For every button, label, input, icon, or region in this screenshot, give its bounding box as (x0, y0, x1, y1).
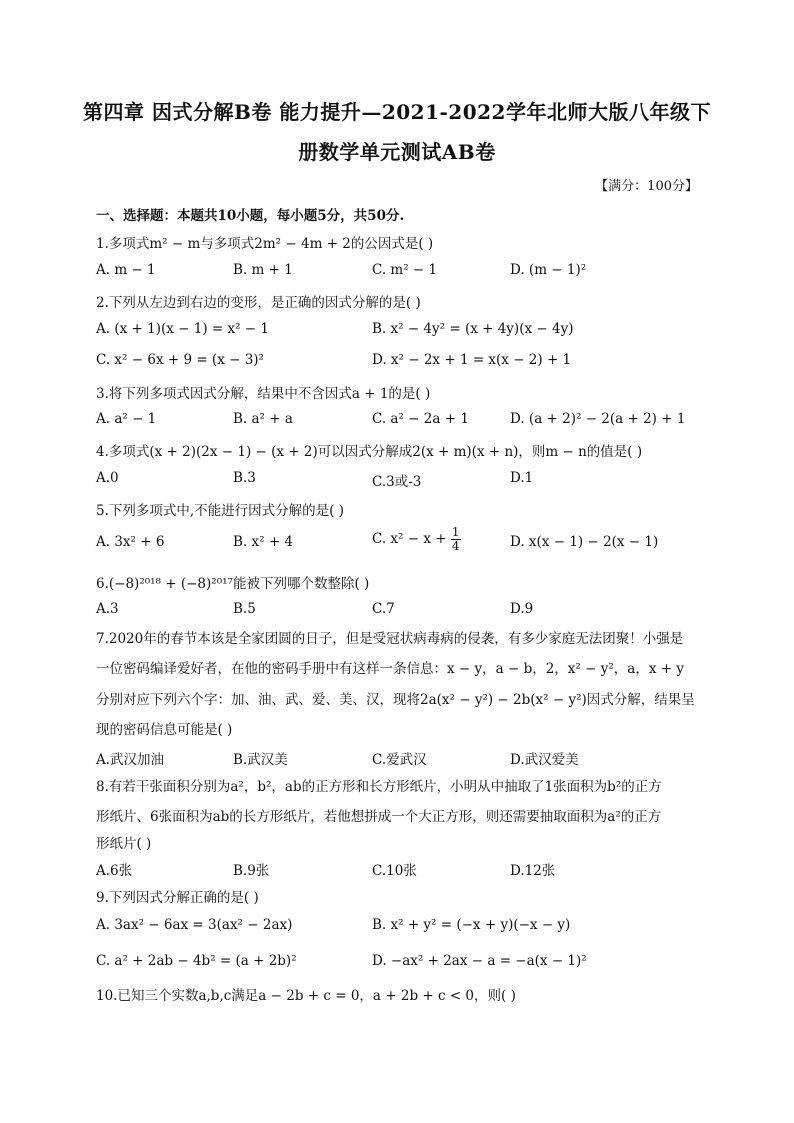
question-9-option-b: B. x² + y² = (−x + y)(−x − y) (372, 917, 571, 933)
question-4-option-c: C.3或-3 (372, 474, 422, 490)
document-title-line-2: 册数学单元测试AB卷 (298, 140, 496, 164)
question-9-option-c: C. a² + 2ab − 4b² = (a + 2b)² (96, 953, 297, 969)
question-5-option-a: A. 3x² + 6 (96, 534, 165, 550)
question-7-option-d: D.武汉爱美 (510, 752, 579, 768)
fraction-numerator: 1 (451, 525, 460, 539)
question-10-stem: 10.已知三个实数a,b,c满足a − 2b + c = 0，a + 2b + c < 0，则( ) (96, 988, 516, 1004)
one-quarter-fraction (451, 526, 461, 553)
question-3-option-b: B. a² + a (233, 411, 293, 427)
question-7-option-b: B.武汉美 (233, 752, 288, 768)
question-2-option-b: B. x² − 4y² = (x + 4y)(x − 4y) (372, 321, 574, 337)
question-2-stem: 2.下列从左边到右边的变形，是正确的因式分解的是( ) (96, 295, 421, 311)
question-6-option-d: D.9 (510, 601, 534, 617)
question-6-option-a: A.3 (96, 601, 119, 617)
question-4-option-b: B.3 (233, 470, 256, 486)
question-9-option-a: A. 3ax² − 6ax = 3(ax² − 2ax) (96, 917, 293, 933)
question-7-stem-line-4: 现的密码信息可能是( ) (96, 722, 233, 738)
question-1-option-d: D. (m − 1)² (510, 262, 587, 278)
question-6-option-b: B.5 (233, 601, 256, 617)
full-score-label: 【满分：100分】 (595, 179, 698, 194)
document-title-line-1: 第四章 因式分解B卷 能力提升—2021-2022学年北师大版八年级下 (83, 100, 711, 124)
question-5-stem: 5.下列多项式中,不能进行因式分解的是( ) (96, 503, 344, 519)
question-8-option-d: D.12张 (510, 863, 556, 879)
question-3-option-a: A. a² − 1 (96, 411, 157, 427)
question-8-stem-line-3: 形纸片( ) (96, 836, 152, 852)
fraction-denominator: 4 (451, 539, 460, 553)
question-9-option-d: D. −ax² + 2ax − a = −a(x − 1)² (372, 953, 587, 969)
question-7-option-a: A.武汉加油 (96, 752, 165, 768)
question-3-option-d: D. (a + 2)² − 2(a + 2) + 1 (510, 411, 686, 427)
question-7-stem-line-1: 7.2020年的春节本该是全家团圆的日子，但是受冠状病毒病的侵袭，有多少家庭无法团聚！小强是 (96, 631, 684, 647)
section-heading: 一、选择题：本题共10小题，每小题5分，共50分. (96, 208, 405, 224)
question-3-option-c: C. a² − 2a + 1 (372, 411, 469, 427)
question-7-stem-line-3: 分别对应下列六个字：加、油、武、爱、美、汉，现将2a(x² − y²) − 2b(x² − y²)因式分解，结果呈 (96, 692, 695, 708)
question-4-stem: 4.多项式(x + 2)(2x − 1) − (x + 2)可以因式分解成2(x + m)(x + n)，则m − n的值是( ) (96, 444, 643, 460)
question-3-stem: 3.将下列多项式因式分解，结果中不含因式a + 1的是( ) (96, 386, 431, 402)
question-6-stem: 6.(−8)²⁰¹⁸ + (−8)²⁰¹⁷能被下列哪个数整除( ) (96, 576, 370, 592)
question-2-option-c: C. x² − 6x + 9 = (x − 3)² (96, 352, 264, 368)
question-1-option-c: C. m² − 1 (372, 262, 438, 278)
question-8-option-b: B.9张 (233, 863, 270, 879)
question-8-stem-line-2: 形纸片、6张面积为ab的长方形纸片，若他想拼成一个大正方形，则还需要抽取面积为a²的正方 (96, 809, 662, 825)
question-6-option-c: C.7 (372, 601, 395, 617)
question-1-option-b: B. m + 1 (233, 262, 293, 278)
question-9-stem: 9.下列因式分解正确的是( ) (96, 890, 259, 906)
question-7-option-c: C.爱武汉 (372, 752, 427, 768)
question-1-option-a: A. m − 1 (96, 262, 156, 278)
question-5-option-c-text: C. x² − x + (372, 531, 451, 547)
question-7-stem-line-2: 一位密码编译爱好者，在他的密码手册中有这样一条信息：x − y，a − b，2，x² − y²，a，x + y (96, 661, 684, 677)
question-1-stem: 1.多项式m² − m与多项式2m² − 4m + 2的公因式是( ) (96, 236, 434, 252)
question-8-stem-line-1: 8.有若干张面积分别为a²，b²，ab的正方形和长方形纸片，小明从中抽取了1张面积为b²的正方 (96, 779, 662, 795)
question-5-option-b: B. x² + 4 (233, 534, 294, 550)
question-8-option-c: C.10张 (372, 863, 417, 879)
question-5-option-c (372, 526, 461, 553)
question-4-option-a: A.0 (96, 470, 119, 486)
question-4-option-d: D.1 (510, 470, 534, 486)
question-5-option-d: D. x(x − 1) − 2(x − 1) (510, 534, 659, 550)
question-8-option-a: A.6张 (96, 863, 133, 879)
question-2-option-d: D. x² − 2x + 1 = x(x − 2) + 1 (372, 352, 572, 368)
question-2-option-a: A. (x + 1)(x − 1) = x² − 1 (96, 321, 269, 337)
